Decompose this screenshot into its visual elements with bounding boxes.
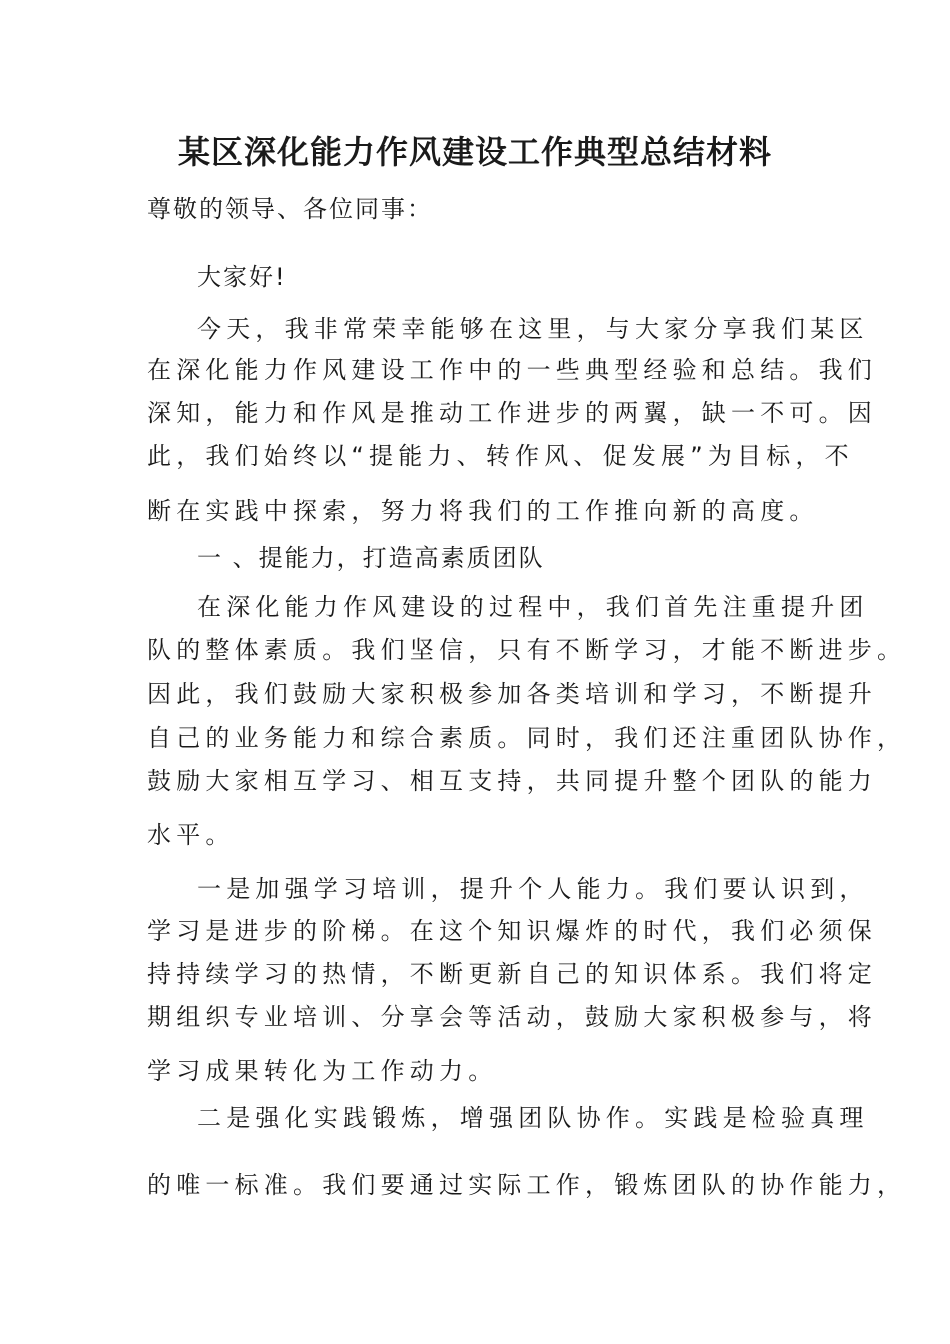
- paragraph1-line: 今天，我非常荣幸能够在这里，与大家分享我们某区: [197, 315, 869, 343]
- hello-line: 大家好!: [197, 263, 287, 291]
- paragraph3-line: 学习是进步的阶梯。在这个知识爆炸的时代，我们必须保: [147, 917, 877, 945]
- paragraph2-line: 自己的业务能力和综合素质。同时，我们还注重团队协作，: [147, 724, 907, 752]
- document-title: 某区深化能力作风建设工作典型总结材料: [177, 133, 772, 171]
- paragraph3-line: 学习成果转化为工作动力。: [147, 1057, 498, 1085]
- paragraph2-line: 水平。: [147, 821, 235, 849]
- paragraph1-line: 在深化能力作风建设工作中的一些典型经验和总结。我们: [147, 356, 877, 384]
- paragraph2-line: 队的整体素质。我们坚信，只有不断学习，才能不断进步。: [147, 636, 907, 664]
- paragraph4-line: 二是强化实践锻炼，增强团队协作。实践是检验真理: [197, 1104, 869, 1132]
- paragraph2-line: 在深化能力作风建设的过程中，我们首先注重提升团: [197, 593, 869, 621]
- paragraph2-line: 鼓励大家相互学习、相互支持，共同提升整个团队的能力: [147, 767, 877, 795]
- paragraph3-line: 期组织专业培训、分享会等活动，鼓励大家积极参与，将: [147, 1003, 877, 1031]
- paragraph4-line: 的唯一标准。我们要通过实际工作，锻炼团队的协作能力，: [147, 1171, 907, 1199]
- paragraph1-line: 深知，能力和作风是推动工作进步的两翼，缺一不可。因: [147, 399, 877, 427]
- section-heading: 一 、提能力，打造高素质团队: [197, 544, 545, 572]
- greeting: 尊敬的领导、各位同事：: [147, 195, 433, 223]
- paragraph3-line: 持持续学习的热情，不断更新自己的知识体系。我们将定: [147, 960, 877, 988]
- paragraph3-line: 一是加强学习培训，提升个人能力。我们要认识到，: [197, 875, 869, 903]
- paragraph1-line: 断在实践中探索，努力将我们的工作推向新的高度。: [147, 497, 819, 525]
- paragraph2-line: 因此，我们鼓励大家积极参加各类培训和学习，不断提升: [147, 680, 877, 708]
- paragraph1-line: 此，我们始终以“提能力、转作风、促发展”为目标，不: [147, 442, 854, 470]
